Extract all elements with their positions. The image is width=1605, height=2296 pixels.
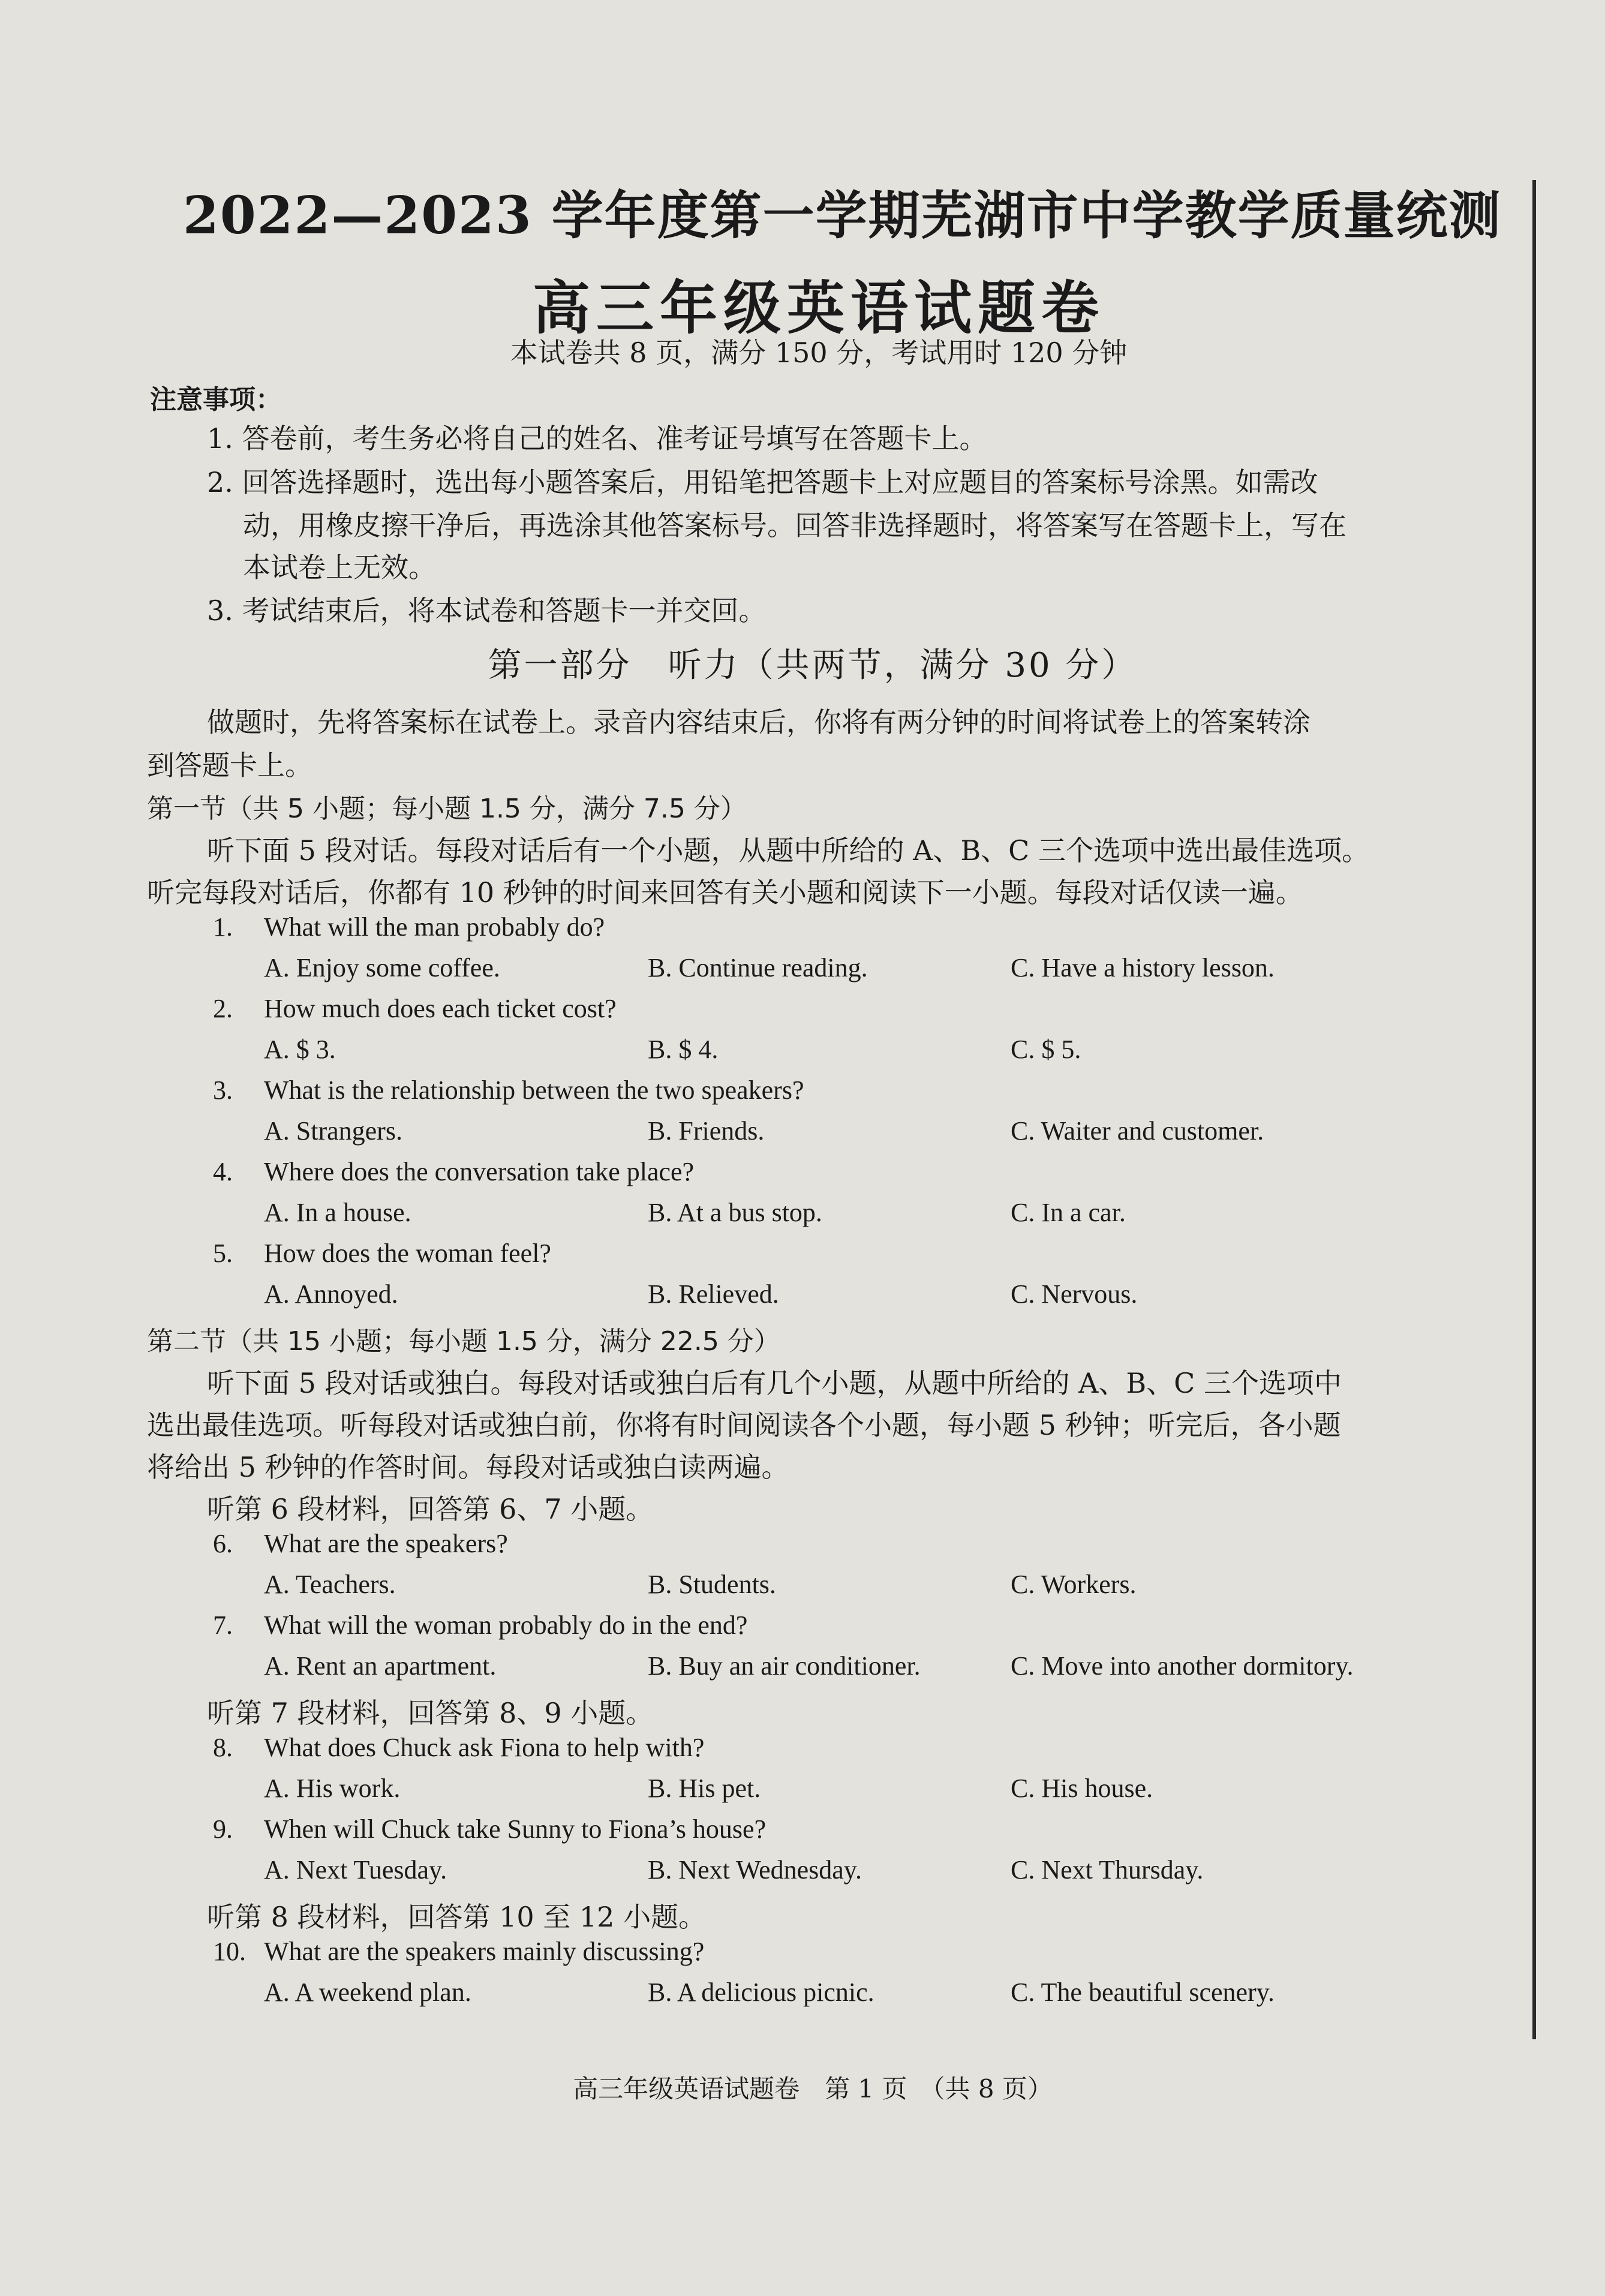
question-number: 1. bbox=[213, 912, 233, 942]
notice-item: 本试卷上无效。 bbox=[243, 551, 436, 584]
page-edge-line bbox=[1532, 180, 1536, 2039]
question-number: 4. bbox=[213, 1157, 233, 1186]
question-text: What does Chuck ask Fiona to help with? bbox=[264, 1733, 705, 1762]
section-one-heading: 第一节（共 5 小题；每小题 1.5 分，满分 7.5 分） bbox=[147, 794, 747, 824]
notice-heading: 注意事项： bbox=[150, 384, 282, 415]
option-a: A. Rent an apartment. bbox=[264, 1651, 497, 1681]
option-c: C. In a car. bbox=[1011, 1198, 1126, 1227]
material-label: 听第 8 段材料，回答第 10 至 12 小题。 bbox=[207, 1901, 707, 1933]
option-b: B. His pet. bbox=[648, 1774, 761, 1803]
question-text: How does the woman feel? bbox=[264, 1239, 551, 1268]
question-text: What is the relationship between the two speakers? bbox=[264, 1075, 804, 1105]
option-a: A. His work. bbox=[264, 1774, 401, 1803]
option-a: A. $ 3. bbox=[264, 1035, 336, 1064]
option-c: C. $ 5. bbox=[1011, 1035, 1081, 1064]
option-a: A. Strangers. bbox=[264, 1116, 402, 1146]
section-two-intro: 选出最佳选项。听每段对话或独白前，你将有时间阅读各个小题，每小题 5 秒钟；听完后，各小题 bbox=[147, 1409, 1341, 1441]
option-b: B. At a bus stop. bbox=[648, 1198, 822, 1227]
option-b: B. Continue reading. bbox=[648, 953, 868, 982]
question-text: How much does each ticket cost? bbox=[264, 994, 617, 1023]
part-one-intro: 做题时，先将答案标在试卷上。录音内容结束后，你将有两分钟的时间将试卷上的答案转涂 bbox=[207, 706, 1311, 738]
question-text: What are the speakers? bbox=[264, 1529, 508, 1558]
question-text: What will the woman probably do in the end? bbox=[264, 1610, 748, 1640]
option-c: C. His house. bbox=[1011, 1774, 1153, 1803]
option-b: B. A delicious picnic. bbox=[648, 1978, 874, 2007]
material-label: 听第 6 段材料，回答第 6、7 小题。 bbox=[207, 1493, 654, 1525]
exam-title: 2022—2023 学年度第一学期芜湖市中学教学质量统测 bbox=[183, 185, 1502, 246]
option-c: C. Move into another dormitory. bbox=[1011, 1651, 1354, 1681]
option-b: B. Students. bbox=[648, 1570, 776, 1599]
option-c: C. Waiter and customer. bbox=[1011, 1116, 1264, 1146]
option-b: B. Buy an air conditioner. bbox=[648, 1651, 921, 1681]
option-b: B. Relieved. bbox=[648, 1279, 779, 1309]
section-one-intro: 听完每段对话后，你都有 10 秒钟的时间来回答有关小题和阅读下一小题。每段对话仅读一遍。 bbox=[147, 876, 1303, 909]
option-a: A. Annoyed. bbox=[264, 1279, 398, 1309]
question-number: 2. bbox=[213, 994, 233, 1023]
question-number: 10. bbox=[213, 1937, 246, 1966]
option-a: A. Teachers. bbox=[264, 1570, 396, 1599]
material-label: 听第 7 段材料，回答第 8、9 小题。 bbox=[207, 1697, 654, 1729]
question-number: 8. bbox=[213, 1733, 233, 1762]
question-number: 7. bbox=[213, 1610, 233, 1640]
part-one-heading: 第一部分 听力（共两节，满分 30 分） bbox=[488, 646, 1138, 685]
question-text: Where does the conversation take place? bbox=[264, 1157, 695, 1186]
section-two-intro: 将给出 5 秒钟的作答时间。每段对话或独白读两遍。 bbox=[147, 1451, 789, 1483]
question-text: When will Chuck take Sunny to Fiona’s house? bbox=[264, 1814, 767, 1844]
option-a: A. Enjoy some coffee. bbox=[264, 953, 500, 982]
question-text: What will the man probably do? bbox=[264, 912, 605, 942]
question-number: 5. bbox=[213, 1239, 233, 1268]
option-c: C. Next Thursday. bbox=[1011, 1855, 1204, 1885]
question-text: What are the speakers mainly discussing? bbox=[264, 1937, 705, 1966]
page-footer: 高三年级英语试题卷 第 1 页 （共 8 页） bbox=[573, 2074, 1053, 2103]
option-a: A. Next Tuesday. bbox=[264, 1855, 447, 1885]
question-number: 6. bbox=[213, 1529, 233, 1558]
notice-item: 动，用橡皮擦干净后，再选涂其他答案标号。回答非选择题时，将答案写在答题卡上，写在 bbox=[243, 509, 1346, 542]
option-b: B. $ 4. bbox=[648, 1035, 719, 1064]
option-b: B. Friends. bbox=[648, 1116, 765, 1146]
option-a: A. A weekend plan. bbox=[264, 1978, 471, 2007]
option-b: B. Next Wednesday. bbox=[648, 1855, 862, 1885]
notice-item: 1. 答卷前，考生务必将自己的姓名、准考证号填写在答题卡上。 bbox=[207, 422, 987, 455]
exam-subject-title: 高三年级英语试题卷 bbox=[533, 274, 1105, 342]
option-c: C. Nervous. bbox=[1011, 1279, 1138, 1309]
option-c: C. The beautiful scenery. bbox=[1011, 1978, 1275, 2007]
notice-item: 2. 回答选择题时，选出每小题答案后，用铅笔把答题卡上对应题目的答案标号涂黑。如需改 bbox=[207, 466, 1318, 498]
option-c: C. Workers. bbox=[1011, 1570, 1137, 1599]
question-number: 3. bbox=[213, 1075, 233, 1105]
section-one-intro: 听下面 5 段对话。每段对话后有一个小题，从题中所给的 A、B、C 三个选项中选出最佳选项。 bbox=[207, 834, 1369, 867]
exam-info: 本试卷共 8 页，满分 150 分，考试用时 120 分钟 bbox=[510, 336, 1128, 369]
option-a: A. In a house. bbox=[264, 1198, 411, 1227]
section-two-intro: 听下面 5 段对话或独白。每段对话或独白后有几个小题，从题中所给的 A、B、C 三个选项中 bbox=[207, 1367, 1342, 1399]
question-number: 9. bbox=[213, 1814, 233, 1844]
part-one-intro: 到答题卡上。 bbox=[147, 749, 312, 782]
option-c: C. Have a history lesson. bbox=[1011, 953, 1275, 982]
section-two-heading: 第二节（共 15 小题；每小题 1.5 分，满分 22.5 分） bbox=[147, 1326, 780, 1357]
notice-item: 3. 考试结束后，将本试卷和答题卡一并交回。 bbox=[207, 594, 767, 627]
